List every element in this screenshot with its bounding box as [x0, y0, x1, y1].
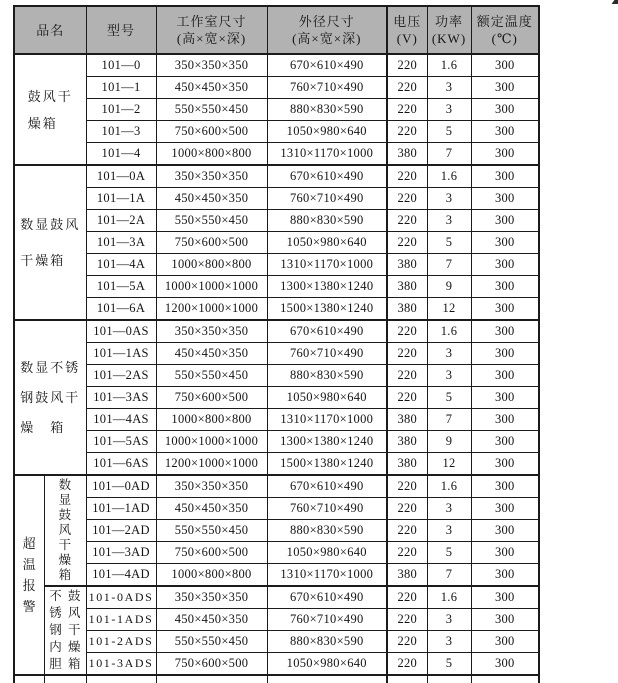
- model-cell: 101—2: [86, 99, 156, 121]
- model-cell: 101—4AS: [86, 409, 156, 431]
- header-row: [14, 6, 539, 54]
- external-size-cell: 670×610×490: [267, 475, 387, 498]
- chamber-size-cell: 750×600×500: [156, 121, 267, 143]
- header-external-size-line2: (高×宽×深): [292, 31, 362, 46]
- model-cell: 101—3AD: [86, 542, 156, 564]
- voltage-cell: 220: [387, 343, 427, 365]
- power-cell: 9: [427, 276, 471, 298]
- empty-cell: [427, 675, 471, 683]
- model-cell: 101-1ADS: [86, 609, 156, 631]
- power-cell: 7: [427, 409, 471, 431]
- chamber-size-cell: 350×350×350: [156, 54, 267, 77]
- power-cell: 1.6: [427, 586, 471, 609]
- voltage-cell: 380: [387, 143, 427, 166]
- temperature-cell: 300: [471, 298, 539, 321]
- chamber-size-cell: 1200×1000×1000: [156, 298, 267, 321]
- voltage-cell: 220: [387, 99, 427, 121]
- temperature-cell: 300: [471, 631, 539, 653]
- chamber-size-cell: 1000×1000×1000: [156, 431, 267, 453]
- table-row-digital-blast-drying-oven-3: [14, 232, 539, 254]
- temperature-cell: 300: [471, 475, 539, 498]
- empty-cell: [267, 675, 387, 683]
- table-row-blast-drying-oven-2: [14, 99, 539, 121]
- header-rated-temp: [471, 6, 539, 54]
- voltage-cell: 380: [387, 453, 427, 476]
- external-size-cell: 1310×1170×1000: [267, 254, 387, 276]
- chamber-size-cell: 750×600×500: [156, 387, 267, 409]
- voltage-cell: 220: [387, 498, 427, 520]
- power-cell: 5: [427, 387, 471, 409]
- table-row-digital-stainless-blast-drying-oven-4: [14, 409, 539, 431]
- header-product-name-line1: 品名: [36, 22, 65, 38]
- chamber-size-cell: 550×550×450: [156, 210, 267, 232]
- model-cell: 101—1AD: [86, 498, 156, 520]
- voltage-cell: 380: [387, 254, 427, 276]
- voltage-cell: 220: [387, 320, 427, 343]
- external-size-cell: 880×830×590: [267, 99, 387, 121]
- model-cell: 101—0A: [86, 165, 156, 188]
- header-power-line1: 功率: [435, 14, 464, 29]
- external-size-cell: 1500×1380×1240: [267, 453, 387, 476]
- chamber-size-cell: 1000×1000×1000: [156, 276, 267, 298]
- empty-cell: [156, 675, 267, 683]
- temperature-cell: 300: [471, 343, 539, 365]
- model-cell: 101—5A: [86, 276, 156, 298]
- chamber-size-cell: 550×550×450: [156, 631, 267, 653]
- header-model: [86, 6, 156, 54]
- temperature-cell: 300: [471, 232, 539, 254]
- external-size-cell: 1300×1380×1240: [267, 431, 387, 453]
- temperature-cell: 300: [471, 542, 539, 564]
- power-cell: 7: [427, 564, 471, 587]
- model-cell: 101—0: [86, 54, 156, 77]
- external-size-cell: 670×610×490: [267, 165, 387, 188]
- power-cell: 3: [427, 99, 471, 121]
- table-row-alarm-stainless-liner-blast-drying-oven-2: [14, 631, 539, 653]
- model-cell: 101—0AD: [86, 475, 156, 498]
- model-cell: 101—2AD: [86, 520, 156, 542]
- power-cell: 3: [427, 365, 471, 387]
- model-cell: 101—3A: [86, 232, 156, 254]
- voltage-cell: 220: [387, 77, 427, 99]
- temperature-cell: 300: [471, 210, 539, 232]
- table-row-digital-stainless-blast-drying-oven-6: [14, 453, 539, 476]
- external-size-cell: 670×610×490: [267, 320, 387, 343]
- chamber-size-cell: 350×350×350: [156, 320, 267, 343]
- scan-artifact-mark: [612, 0, 618, 4]
- voltage-cell: 380: [387, 431, 427, 453]
- voltage-cell: 220: [387, 542, 427, 564]
- external-size-cell: 1050×980×640: [267, 542, 387, 564]
- temperature-cell: 300: [471, 276, 539, 298]
- model-cell: 101—1: [86, 77, 156, 99]
- table-row-alarm-digital-blast-drying-oven-2: [14, 520, 539, 542]
- chamber-size-cell: 750×600×500: [156, 232, 267, 254]
- header-chamber-size: [156, 6, 267, 54]
- product-name-cell-digital-blast-drying-oven: 数显鼓风 干燥箱: [14, 165, 86, 320]
- table-row-digital-blast-drying-oven-2: [14, 210, 539, 232]
- empty-cell: [471, 675, 539, 683]
- table-row-digital-blast-drying-oven-4: [14, 254, 539, 276]
- temperature-cell: 300: [471, 165, 539, 188]
- external-size-cell: 1310×1170×1000: [267, 564, 387, 587]
- power-cell: 3: [427, 77, 471, 99]
- external-size-cell: 880×830×590: [267, 520, 387, 542]
- table-row-blast-drying-oven-1: [14, 77, 539, 99]
- voltage-cell: 220: [387, 165, 427, 188]
- table-body: [14, 54, 539, 683]
- power-cell: 1.6: [427, 320, 471, 343]
- header-rated-temp-line1: 额定温度: [476, 14, 533, 29]
- product-name-cell-alarm-digital-blast-drying-oven: 数 显 鼓 风 干 燥 箱: [44, 475, 86, 586]
- model-cell: 101-3ADS: [86, 653, 156, 676]
- power-cell: 3: [427, 498, 471, 520]
- product-spec-table: [13, 5, 540, 683]
- model-cell: 101—1AS: [86, 343, 156, 365]
- external-size-cell: 1050×980×640: [267, 121, 387, 143]
- header-rated-temp-line2: (℃): [491, 31, 518, 46]
- voltage-cell: 220: [387, 54, 427, 77]
- model-cell: 101—5AS: [86, 431, 156, 453]
- power-cell: 9: [427, 431, 471, 453]
- table-row-digital-stainless-blast-drying-oven-2: [14, 365, 539, 387]
- model-cell: 101-0ADS: [86, 586, 156, 609]
- external-size-cell: 760×710×490: [267, 498, 387, 520]
- table-row-alarm-digital-blast-drying-oven-1: [14, 498, 539, 520]
- model-cell: 101—3AS: [86, 387, 156, 409]
- external-size-cell: 1300×1380×1240: [267, 276, 387, 298]
- voltage-cell: 380: [387, 298, 427, 321]
- temperature-cell: 300: [471, 586, 539, 609]
- external-size-cell: 760×710×490: [267, 188, 387, 210]
- empty-cell: [86, 675, 156, 683]
- table-row-alarm-stainless-liner-blast-drying-oven-1: [14, 609, 539, 631]
- header-chamber-size-line2: (高×宽×深): [176, 31, 247, 46]
- table-row-blast-drying-oven-3: [14, 121, 539, 143]
- header-model-line1: 型号: [107, 22, 136, 38]
- power-cell: 1.6: [427, 54, 471, 77]
- temperature-cell: 300: [471, 121, 539, 143]
- chamber-size-cell: 550×550×450: [156, 99, 267, 121]
- temperature-cell: 300: [471, 564, 539, 587]
- power-cell: 1.6: [427, 165, 471, 188]
- table-row-digital-stainless-blast-drying-oven-0: [14, 320, 539, 343]
- model-cell: 101—4A: [86, 254, 156, 276]
- chamber-size-cell: 1000×800×800: [156, 143, 267, 166]
- table-row-blast-drying-oven-4: [14, 143, 539, 166]
- external-size-cell: 1050×980×640: [267, 653, 387, 676]
- temperature-cell: 300: [471, 99, 539, 121]
- product-name-cell-alarm-stainless-liner-blast-drying-oven: 不 锈 钢 内 胆 鼓 风 干 燥 箱: [44, 586, 86, 675]
- chamber-size-cell: 350×350×350: [156, 475, 267, 498]
- power-cell: 3: [427, 609, 471, 631]
- chamber-size-cell: 550×550×450: [156, 365, 267, 387]
- table-row-alarm-stainless-liner-blast-drying-oven-3: [14, 653, 539, 676]
- voltage-cell: 220: [387, 188, 427, 210]
- power-cell: 3: [427, 210, 471, 232]
- model-cell: 101—4: [86, 143, 156, 166]
- temperature-cell: 300: [471, 453, 539, 476]
- voltage-cell: 220: [387, 586, 427, 609]
- model-cell: 101—4AD: [86, 564, 156, 587]
- table-row-digital-blast-drying-oven-0: [14, 165, 539, 188]
- header-voltage-line1: 电压: [393, 14, 422, 29]
- voltage-cell: 220: [387, 653, 427, 676]
- chamber-size-cell: 350×350×350: [156, 165, 267, 188]
- model-cell: 101—2A: [86, 210, 156, 232]
- temperature-cell: 300: [471, 498, 539, 520]
- power-cell: 5: [427, 121, 471, 143]
- external-size-cell: 1050×980×640: [267, 232, 387, 254]
- temperature-cell: 300: [471, 409, 539, 431]
- partial-row: [14, 675, 539, 683]
- external-size-cell: 880×830×590: [267, 365, 387, 387]
- power-cell: 12: [427, 453, 471, 476]
- temperature-cell: 300: [471, 143, 539, 166]
- header-voltage: [387, 6, 427, 54]
- model-cell: 101—6AS: [86, 453, 156, 476]
- chamber-size-cell: 450×450×350: [156, 188, 267, 210]
- table-row-alarm-digital-blast-drying-oven-3: [14, 542, 539, 564]
- chamber-size-cell: 450×450×350: [156, 498, 267, 520]
- model-cell: 101—1A: [86, 188, 156, 210]
- temperature-cell: 300: [471, 387, 539, 409]
- model-cell: 101-2ADS: [86, 631, 156, 653]
- table-row-alarm-stainless-liner-blast-drying-oven-0: [14, 586, 539, 609]
- chamber-size-cell: 750×600×500: [156, 653, 267, 676]
- external-size-cell: 760×710×490: [267, 77, 387, 99]
- chamber-size-cell: 1000×800×800: [156, 254, 267, 276]
- product-name-cell-blast-drying-oven: 鼓风干 燥箱: [14, 54, 86, 165]
- power-cell: 7: [427, 254, 471, 276]
- header-external-size-line1: 外径尺寸: [298, 14, 355, 29]
- power-cell: 5: [427, 232, 471, 254]
- voltage-cell: 220: [387, 387, 427, 409]
- voltage-cell: 220: [387, 520, 427, 542]
- temperature-cell: 300: [471, 609, 539, 631]
- table-row-digital-blast-drying-oven-6: [14, 298, 539, 321]
- temperature-cell: 300: [471, 77, 539, 99]
- model-cell: 101—3: [86, 121, 156, 143]
- table-row-digital-stainless-blast-drying-oven-5: [14, 431, 539, 453]
- table-row-digital-blast-drying-oven-1: [14, 188, 539, 210]
- empty-cell: [387, 675, 427, 683]
- power-cell: 3: [427, 520, 471, 542]
- external-size-cell: 880×830×590: [267, 210, 387, 232]
- voltage-cell: 220: [387, 121, 427, 143]
- external-size-cell: 1500×1380×1240: [267, 298, 387, 321]
- external-size-cell: 880×830×590: [267, 631, 387, 653]
- external-size-cell: 1310×1170×1000: [267, 143, 387, 166]
- temperature-cell: 300: [471, 431, 539, 453]
- external-size-cell: 670×610×490: [267, 54, 387, 77]
- temperature-cell: 300: [471, 520, 539, 542]
- model-cell: 101—0AS: [86, 320, 156, 343]
- power-cell: 3: [427, 188, 471, 210]
- voltage-cell: 220: [387, 365, 427, 387]
- temperature-cell: 300: [471, 188, 539, 210]
- voltage-cell: 220: [387, 631, 427, 653]
- model-cell: 101—2AS: [86, 365, 156, 387]
- voltage-cell: 380: [387, 409, 427, 431]
- chamber-size-cell: 450×450×350: [156, 77, 267, 99]
- empty-cell: [14, 675, 44, 683]
- temperature-cell: 300: [471, 54, 539, 77]
- chamber-size-cell: 350×350×350: [156, 586, 267, 609]
- header-power: [427, 6, 471, 54]
- voltage-cell: 220: [387, 609, 427, 631]
- external-size-cell: 760×710×490: [267, 609, 387, 631]
- header-product-name: [14, 6, 86, 54]
- temperature-cell: 300: [471, 365, 539, 387]
- header-chamber-size-line1: 工作室尺寸: [176, 14, 247, 29]
- category-cell-alarm: 超 温 报 警: [14, 475, 44, 675]
- power-cell: 3: [427, 631, 471, 653]
- header-external-size: [267, 6, 387, 54]
- header-power-line2: (KW): [431, 31, 467, 46]
- table-row-blast-drying-oven-0: [14, 54, 539, 77]
- voltage-cell: 220: [387, 210, 427, 232]
- chamber-size-cell: 450×450×350: [156, 343, 267, 365]
- power-cell: 3: [427, 343, 471, 365]
- voltage-cell: 220: [387, 475, 427, 498]
- voltage-cell: 220: [387, 232, 427, 254]
- table-row-digital-stainless-blast-drying-oven-3: [14, 387, 539, 409]
- chamber-size-cell: 1000×800×800: [156, 564, 267, 587]
- header-voltage-line2: (V): [396, 31, 418, 46]
- chamber-size-cell: 550×550×450: [156, 520, 267, 542]
- temperature-cell: 300: [471, 320, 539, 343]
- chamber-size-cell: 450×450×350: [156, 609, 267, 631]
- temperature-cell: 300: [471, 254, 539, 276]
- table-row-digital-blast-drying-oven-5: [14, 276, 539, 298]
- voltage-cell: 380: [387, 564, 427, 587]
- external-size-cell: 760×710×490: [267, 343, 387, 365]
- power-cell: 5: [427, 653, 471, 676]
- table-row-digital-stainless-blast-drying-oven-1: [14, 343, 539, 365]
- table-header: [14, 6, 539, 54]
- chamber-size-cell: 750×600×500: [156, 542, 267, 564]
- external-size-cell: 670×610×490: [267, 586, 387, 609]
- table-row-alarm-digital-blast-drying-oven-4: [14, 564, 539, 587]
- external-size-cell: 1310×1170×1000: [267, 409, 387, 431]
- temperature-cell: 300: [471, 653, 539, 676]
- external-size-cell: 1050×980×640: [267, 387, 387, 409]
- power-cell: 7: [427, 143, 471, 166]
- table-row-alarm-digital-blast-drying-oven-0: [14, 475, 539, 498]
- chamber-size-cell: 1200×1000×1000: [156, 453, 267, 476]
- power-cell: 12: [427, 298, 471, 321]
- model-cell: 101—6A: [86, 298, 156, 321]
- power-cell: 5: [427, 542, 471, 564]
- voltage-cell: 380: [387, 276, 427, 298]
- empty-cell: [44, 675, 86, 683]
- power-cell: 1.6: [427, 475, 471, 498]
- product-name-cell-digital-stainless-blast-drying-oven: 数显不锈 钢鼓风干 燥 箱: [14, 320, 86, 475]
- chamber-size-cell: 1000×800×800: [156, 409, 267, 431]
